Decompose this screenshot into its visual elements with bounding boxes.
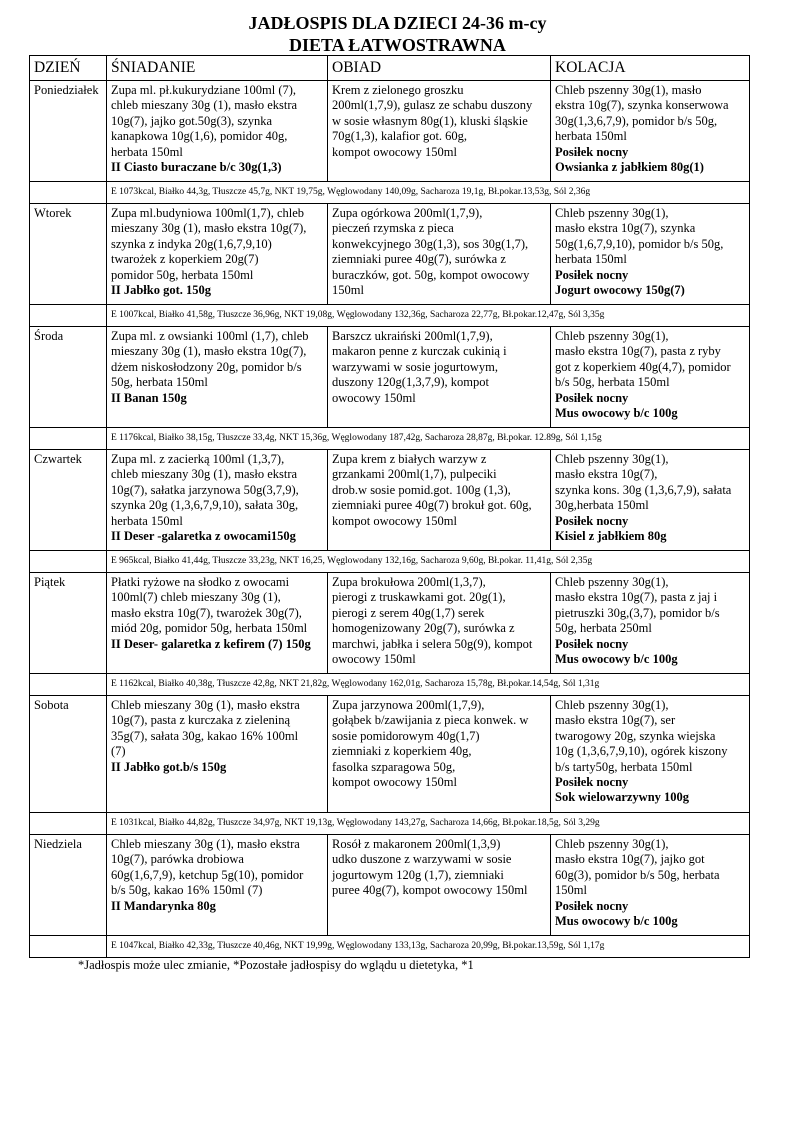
- dinner-cell: [551, 573, 750, 674]
- footnote: *Jadłospis może ulec zmianie, *Pozostałe jadłospisy do wglądu u dietetyka, *1: [78, 958, 474, 972]
- menu-line: jogurtowym 120g (1,7), ziemniaki: [332, 867, 504, 882]
- menu-line: gołąbek b/zawijania z pieca konwek. w: [332, 713, 529, 728]
- menu-line: herbata 150ml: [111, 144, 183, 159]
- menu-line: makaron penne z kurczak cukinią i: [332, 344, 507, 359]
- menu-line: fasolka szparagowa 50g,: [332, 759, 456, 774]
- nutrition-summary: E 1007kcal, Białko 41,58g, Tłuszcze 36,96g, NKT 19,08g, Węglowodany 132,36g, Sacharoza 22,77g, Bł.pokar.12,47g, Sól 3,35g: [107, 305, 750, 327]
- menu-line: pierogi z truskawkami got. 20g(1),: [332, 590, 506, 605]
- menu-line: kompot owocowy 150ml: [332, 775, 457, 790]
- dinner-cell: [551, 204, 750, 305]
- menu-line: 10g(7), pasta z kurczaka z zieleniną: [111, 713, 291, 728]
- menu-line: ziemniaki z koperkiem 40g,: [332, 744, 472, 759]
- menu-line: Chleb mieszany 30g (1), masło ekstra: [111, 698, 300, 712]
- header-row: [30, 56, 750, 81]
- menu-line: Barszcz ukraiński 200ml(1,7,9),: [332, 329, 493, 343]
- menu-line: Zupa ml. z zacierką 100ml (1,3,7),: [111, 452, 285, 466]
- menu-line: Chleb pszenny 30g(1),: [555, 837, 669, 851]
- nutrition-row: [30, 936, 750, 958]
- menu-line: owocowy 150ml: [332, 390, 416, 405]
- menu-line: 50g(1,6,7,9,10), pomidor b/s 50g,: [555, 236, 724, 251]
- menu-line: Chleb pszenny 30g(1), masło: [555, 83, 702, 97]
- menu-line: masło ekstra 10g(7),: [555, 467, 658, 482]
- day-name: Niedziela: [30, 835, 107, 936]
- menu-line: 35g(7), sałata 30g, kakao 16% 100ml: [111, 728, 299, 743]
- header-day: DZIEŃ: [30, 56, 107, 81]
- menu-line: ekstra 10g(7), szynka konserwowa: [555, 98, 729, 113]
- breakfast-second-meal: II Mandarynka 80g: [111, 898, 216, 913]
- menu-line: 10g (1,3,6,7,9,10), ogórek kiszony: [555, 744, 728, 759]
- menu-line: ziemniaki puree 40g(7), surówka z: [332, 252, 506, 267]
- nutrition-summary: E 1047kcal, Białko 42,33g, Tłuszcze 40,46g, NKT 19,99g, Węglowodany 133,13g, Sacharoza 20,99g, Bł.pokar.13,59g, Sól 1,17g: [107, 936, 750, 958]
- lunch-cell: [328, 450, 551, 551]
- menu-line: 60g(3), pomidor b/s 50g, herbata: [555, 867, 720, 882]
- breakfast-second-meal: II Deser- galaretka z kefirem (7) 150g: [111, 636, 311, 651]
- menu-line: dżem niskosłodzony 20g, pomidor b/s: [111, 359, 302, 374]
- menu-line: homogenizowany 20g(7), surówka z: [332, 621, 515, 636]
- menu-line: 200ml(1,7,9), gulasz ze schabu duszony: [332, 98, 533, 113]
- bold-line: Posiłek nocny: [555, 267, 629, 282]
- nutrition-spacer: [30, 674, 107, 696]
- nutrition-row: [30, 428, 750, 450]
- dinner-cell: [551, 450, 750, 551]
- day-name: Sobota: [30, 696, 107, 813]
- day-name: Czwartek: [30, 450, 107, 551]
- day-row: [30, 450, 750, 551]
- menu-line: Zupa krem z białych warzyw z: [332, 452, 487, 466]
- lunch-cell: [328, 204, 551, 305]
- day-name: Piątek: [30, 573, 107, 674]
- day-row: [30, 327, 750, 428]
- menu-line: Chleb pszenny 30g(1),: [555, 452, 669, 466]
- bold-line: Mus owocowy b/c 100g: [555, 406, 678, 421]
- dinner-cell: [551, 81, 750, 182]
- menu-line: Zupa ogórkowa 200ml(1,7,9),: [332, 206, 483, 220]
- lunch-cell: [328, 81, 551, 182]
- breakfast-cell: [107, 573, 328, 674]
- menu-line: 60g(1,6,7,9), ketchup 5g(10), pomidor: [111, 867, 304, 882]
- menu-line: pomidor 50g, herbata 150ml: [111, 267, 254, 282]
- menu-line: chleb mieszany 30g (1), masło ekstra: [111, 98, 298, 113]
- nutrition-summary: E 1031kcal, Białko 44,82g, Tłuszcze 34,97g, NKT 19,13g, Węglowodany 143,27g, Sacharoza 14,66g, Bł.pokar.18,5g, Sól 3,29g: [107, 813, 750, 835]
- menu-line: drob.w sosie pomid.got. 100g (1,3),: [332, 482, 511, 497]
- nutrition-spacer: [30, 936, 107, 958]
- menu-line: puree 40g(7), kompot owocowy 150ml: [332, 883, 528, 898]
- menu-line: got z koperkiem 40g(4,7), pomidor: [555, 359, 731, 374]
- menu-line: marchwi, jabłka i selera 50g(9), kompot: [332, 636, 533, 651]
- menu-line: Zupa jarzynowa 200ml(1,7,9),: [332, 698, 485, 712]
- dinner-cell: [551, 835, 750, 936]
- bold-line: Mus owocowy b/c 100g: [555, 652, 678, 667]
- menu-line: udko duszone z warzywami w sosie: [332, 852, 512, 867]
- menu-line: 150ml: [332, 283, 364, 298]
- nutrition-spacer: [30, 428, 107, 450]
- menu-line: 30g(1,3,6,7,9), pomidor b/s 50g,: [555, 113, 718, 128]
- menu-line: mieszany 30g (1), masło ekstra 10g(7),: [111, 344, 307, 359]
- menu-line: masło ekstra 10g(7), twarożek 30g(7),: [111, 605, 302, 620]
- menu-line: szynka 20g (1,3,6,7,9,10), sałata 30g,: [111, 498, 299, 513]
- menu-line: twarogowy 20g, szynka wiejska: [555, 728, 716, 743]
- day-name: Środa: [30, 327, 107, 428]
- menu-line: grzankami 200ml(1,7), pulpeciki: [332, 467, 497, 482]
- menu-line: Chleb mieszany 30g (1), masło ekstra: [111, 837, 300, 851]
- breakfast-cell: [107, 81, 328, 182]
- nutrition-summary: E 1073kcal, Białko 44,3g, Tłuszcze 45,7g, NKT 19,75g, Węglowodany 140,09g, Sacharoza 19,1g, Bł.pokar.13,53g, Sól 2,36g: [107, 182, 750, 204]
- menu-line: w sosie własnym 80g(1), kluski śląskie: [332, 113, 528, 128]
- day-row: [30, 696, 750, 813]
- nutrition-row: [30, 305, 750, 327]
- breakfast-second-meal: II Deser -galaretka z owocami150g: [111, 529, 296, 544]
- menu-line: Chleb pszenny 30g(1),: [555, 575, 669, 589]
- menu-line: masło ekstra 10g(7), pasta z ryby: [555, 344, 721, 359]
- menu-line: Zupa ml. pł.kukurydziane 100ml (7),: [111, 83, 297, 97]
- breakfast-second-meal: II Jabłko got. 150g: [111, 283, 212, 298]
- menu-line: b/s tarty50g, herbata 150ml: [555, 759, 693, 774]
- menu-line: 50g, herbata 150ml: [111, 375, 208, 390]
- menu-line: 150ml: [555, 883, 587, 898]
- menu-line: konwekcyjnego 30g(1,3), sos 30g(1,7),: [332, 236, 529, 251]
- menu-line: 10g(7), sałatka jarzynowa 50g(3,7,9),: [111, 482, 299, 497]
- lunch-cell: [328, 573, 551, 674]
- bold-line: Posiłek nocny: [555, 144, 629, 159]
- header-lunch: OBIAD: [328, 56, 551, 81]
- menu-line: pietruszki 30g,(3,7), pomidor b/s: [555, 605, 720, 620]
- menu-line: Chleb pszenny 30g(1),: [555, 206, 669, 220]
- menu-line: szynka z indyka 20g(1,6,7,9,10): [111, 236, 272, 251]
- breakfast-cell: [107, 204, 328, 305]
- menu-line: chleb mieszany 30g (1), masło ekstra: [111, 467, 298, 482]
- menu-line: herbata 150ml: [111, 513, 183, 528]
- menu-line: Zupa ml. z owsianki 100ml (1,7), chleb: [111, 329, 309, 343]
- bold-line: Jogurt owocowy 150g(7): [555, 283, 685, 298]
- menu-line: 10g(7), parówka drobiowa: [111, 852, 244, 867]
- nutrition-summary: E 965kcal, Białko 41,44g, Tłuszcze 33,23g, NKT 16,25, Węglowodany 132,16g, Sacharoza 9,60g, Bł.pokar. 11,41g, Sól 2,35g: [107, 551, 750, 573]
- day-row: [30, 573, 750, 674]
- menu-line: masło ekstra 10g(7), szynka: [555, 221, 696, 236]
- dinner-cell: [551, 327, 750, 428]
- menu-line: herbata 150ml: [555, 252, 627, 267]
- day-name: Wtorek: [30, 204, 107, 305]
- dinner-cell: [551, 696, 750, 813]
- menu-line: 30g,herbata 150ml: [555, 498, 649, 513]
- menu-line: warzywami w sosie jogurtowym,: [332, 359, 498, 374]
- bold-line: Mus owocowy b/c 100g: [555, 914, 678, 929]
- day-name: Poniedziałek: [30, 81, 107, 182]
- bold-line: Posiłek nocny: [555, 775, 629, 790]
- menu-line: twarożek z koperkiem 20g(7): [111, 252, 259, 267]
- bold-line: Posiłek nocny: [555, 636, 629, 651]
- menu-line: Zupa ml.budyniowa 100ml(1,7), chleb: [111, 206, 305, 220]
- menu-line: kompot owocowy 150ml: [332, 513, 457, 528]
- menu-line: b/s 50g, herbata 150ml: [555, 375, 670, 390]
- breakfast-cell: [107, 696, 328, 813]
- page-subtitle: DIETA ŁATWOSTRAWNA: [289, 35, 506, 55]
- bold-line: Kisiel z jabłkiem 80g: [555, 529, 667, 544]
- menu-line: herbata 150ml: [555, 129, 627, 144]
- bold-line: Posiłek nocny: [555, 513, 629, 528]
- menu-line: mieszany 30g (1), masło ekstra 10g(7),: [111, 221, 307, 236]
- day-row: [30, 204, 750, 305]
- nutrition-row: [30, 551, 750, 573]
- menu-line: szynka kons. 30g (1,3,6,7,9), sałata: [555, 482, 732, 497]
- bold-line: Sok wielowarzywny 100g: [555, 790, 690, 805]
- menu-line: ziemniaki puree 40g(7) brokuł got. 60g,: [332, 498, 532, 513]
- nutrition-spacer: [30, 182, 107, 204]
- menu-line: kompot owocowy 150ml: [332, 144, 457, 159]
- lunch-cell: [328, 696, 551, 813]
- bold-line: Posiłek nocny: [555, 898, 629, 913]
- breakfast-cell: [107, 835, 328, 936]
- menu-line: 50g, herbata 250ml: [555, 621, 652, 636]
- menu-line: pierogi z serem 40g(1,7) serek: [332, 605, 485, 620]
- menu-line: Chleb pszenny 30g(1),: [555, 329, 669, 343]
- menu-line: masło ekstra 10g(7), pasta z jaj i: [555, 590, 718, 605]
- page-title: JADŁOSPIS DLA DZIECI 24-36 m-cy: [248, 13, 547, 33]
- menu-line: pieczeń rzymska z pieca: [332, 221, 454, 236]
- nutrition-spacer: [30, 813, 107, 835]
- nutrition-summary: E 1162kcal, Białko 40,38g, Tłuszcze 42,8g, NKT 21,82g, Węglowodany 162,01g, Sacharoza 15,78g, Bł.pokar.14,54g, Sól 1,31g: [107, 674, 750, 696]
- menu-line: (7): [111, 744, 126, 759]
- menu-line: 100ml(7) chleb mieszany 30g (1),: [111, 590, 281, 605]
- nutrition-row: [30, 182, 750, 204]
- nutrition-summary: E 1176kcal, Białko 38,15g, Tłuszcze 33,4g, NKT 15,36g, Węglowodany 187,42g, Sacharoza 28,87g, Bł.pokar. 12.89g, Sól 1,15g: [107, 428, 750, 450]
- breakfast-second-meal: II Jabłko got.b/s 150g: [111, 759, 227, 774]
- nutrition-spacer: [30, 551, 107, 573]
- menu-line: Krem z zielonego groszku: [332, 83, 464, 97]
- nutrition-spacer: [30, 305, 107, 327]
- menu-line: 10g(7), jajko got.50g(3), szynka: [111, 113, 273, 128]
- menu-line: miód 20g, pomidor 50g, herbata 150ml: [111, 621, 308, 636]
- breakfast-cell: [107, 450, 328, 551]
- menu-line: kanapkowa 10g(1,6), pomidor 40g,: [111, 129, 288, 144]
- menu-line: Zupa brokułowa 200ml(1,3,7),: [332, 575, 486, 589]
- day-row: [30, 835, 750, 936]
- breakfast-second-meal: II Ciasto buraczane b/c 30g(1,3): [111, 160, 282, 175]
- header-dinner: KOLACJA: [551, 56, 750, 81]
- bold-line: Owsianka z jabłkiem 80g(1): [555, 160, 704, 175]
- menu-line: Rosół z makaronem 200ml(1,3,9): [332, 837, 501, 851]
- menu-line: Chleb pszenny 30g(1),: [555, 698, 669, 712]
- menu-line: sosie pomidorowym 40g(1,7): [332, 728, 480, 743]
- breakfast-cell: [107, 327, 328, 428]
- menu-line: masło ekstra 10g(7), ser: [555, 713, 676, 728]
- menu-line: masło ekstra 10g(7), jajko got: [555, 852, 705, 867]
- lunch-cell: [328, 327, 551, 428]
- menu-line: owocowy 150ml: [332, 652, 416, 667]
- menu-line: buraczków, got. 50g, kompot owocowy: [332, 267, 530, 282]
- menu-line: Płatki ryżowe na słodko z owocami: [111, 575, 290, 589]
- menu-line: duszony 120g(1,3,7,9), kompot: [332, 375, 489, 390]
- bold-line: Posiłek nocny: [555, 390, 629, 405]
- menu-line: b/s 50g, kakao 16% 150ml (7): [111, 883, 263, 898]
- menu-line: 70g(1,3), kalafior got. 60g,: [332, 129, 468, 144]
- nutrition-row: [30, 813, 750, 835]
- day-row: [30, 81, 750, 182]
- breakfast-second-meal: II Banan 150g: [111, 390, 187, 405]
- header-breakfast: ŚNIADANIE: [107, 56, 328, 81]
- lunch-cell: [328, 835, 551, 936]
- nutrition-row: [30, 674, 750, 696]
- menu-table: [29, 55, 750, 958]
